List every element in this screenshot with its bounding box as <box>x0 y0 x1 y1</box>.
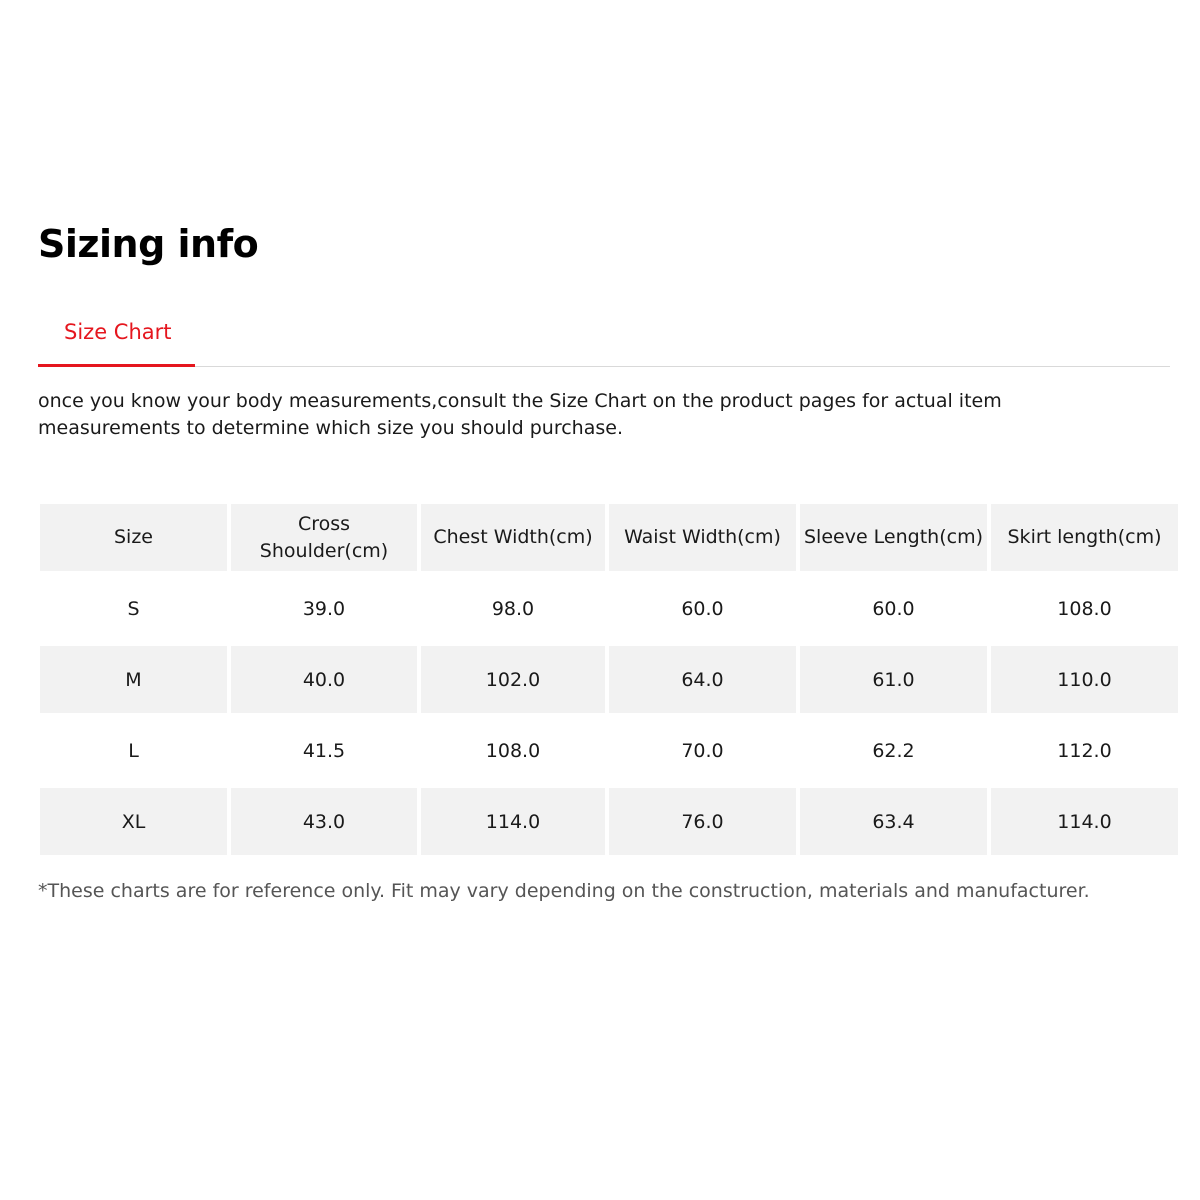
table-row <box>40 646 1178 713</box>
tab-bar <box>38 318 1170 367</box>
table-cell: 64.0 <box>609 646 796 713</box>
tab-size-chart[interactable] <box>38 318 195 366</box>
header-sleeve-length: Sleeve Length(cm) <box>800 504 987 571</box>
table-row <box>40 717 1178 784</box>
table-cell: 98.0 <box>491 597 535 620</box>
table-cell: 114.0 <box>421 788 605 855</box>
table-cell: 60.0 <box>872 597 915 620</box>
table-cell: 70.0 <box>681 739 724 762</box>
table-cell: 76.0 <box>609 788 796 855</box>
tab-active-indicator <box>38 364 195 367</box>
table-cell: M <box>40 646 227 713</box>
table-cell: 108.0 <box>1057 597 1112 620</box>
size-chart-table <box>36 500 1182 859</box>
table-cell: S <box>127 597 140 620</box>
header-waist-width: Waist Width(cm) <box>609 504 796 571</box>
table-cell: L <box>128 739 139 762</box>
table-row <box>40 788 1178 855</box>
table-cell: 114.0 <box>991 788 1178 855</box>
header-chest-width: Chest Width(cm) <box>421 504 605 571</box>
table-cell: 108.0 <box>485 739 541 762</box>
table-cell: 40.0 <box>231 646 417 713</box>
table-cell: XL <box>40 788 227 855</box>
table-cell: 43.0 <box>231 788 417 855</box>
header-cross-shoulder-label: Cross Shoulder(cm) <box>259 512 389 562</box>
footnote: *These charts are for reference only. Fit may vary depending on the construction, materials and manufacturer. <box>38 880 1090 902</box>
intro-text: once you know your body measurements,consult the Size Chart on the product pages for actual item measurements to determine which size you should purchase. <box>38 390 1002 439</box>
table-cell: 61.0 <box>800 646 987 713</box>
header-skirt-length: Skirt length(cm) <box>991 504 1178 571</box>
table-header-row <box>40 504 1178 571</box>
table-cell: 102.0 <box>421 646 605 713</box>
table-cell: 63.4 <box>800 788 987 855</box>
table-cell: 41.5 <box>302 739 346 762</box>
table-cell: 62.2 <box>872 739 915 762</box>
table-row <box>40 575 1178 642</box>
tab-size-chart-label: Size Chart <box>64 320 172 344</box>
table-cell: 60.0 <box>681 597 724 620</box>
header-cross-shoulder <box>231 504 417 571</box>
table-cell: 112.0 <box>1057 739 1112 762</box>
page-title: Sizing info <box>38 222 259 266</box>
table-cell: 110.0 <box>991 646 1178 713</box>
header-size: Size <box>40 504 227 571</box>
table-cell: 39.0 <box>302 597 346 620</box>
